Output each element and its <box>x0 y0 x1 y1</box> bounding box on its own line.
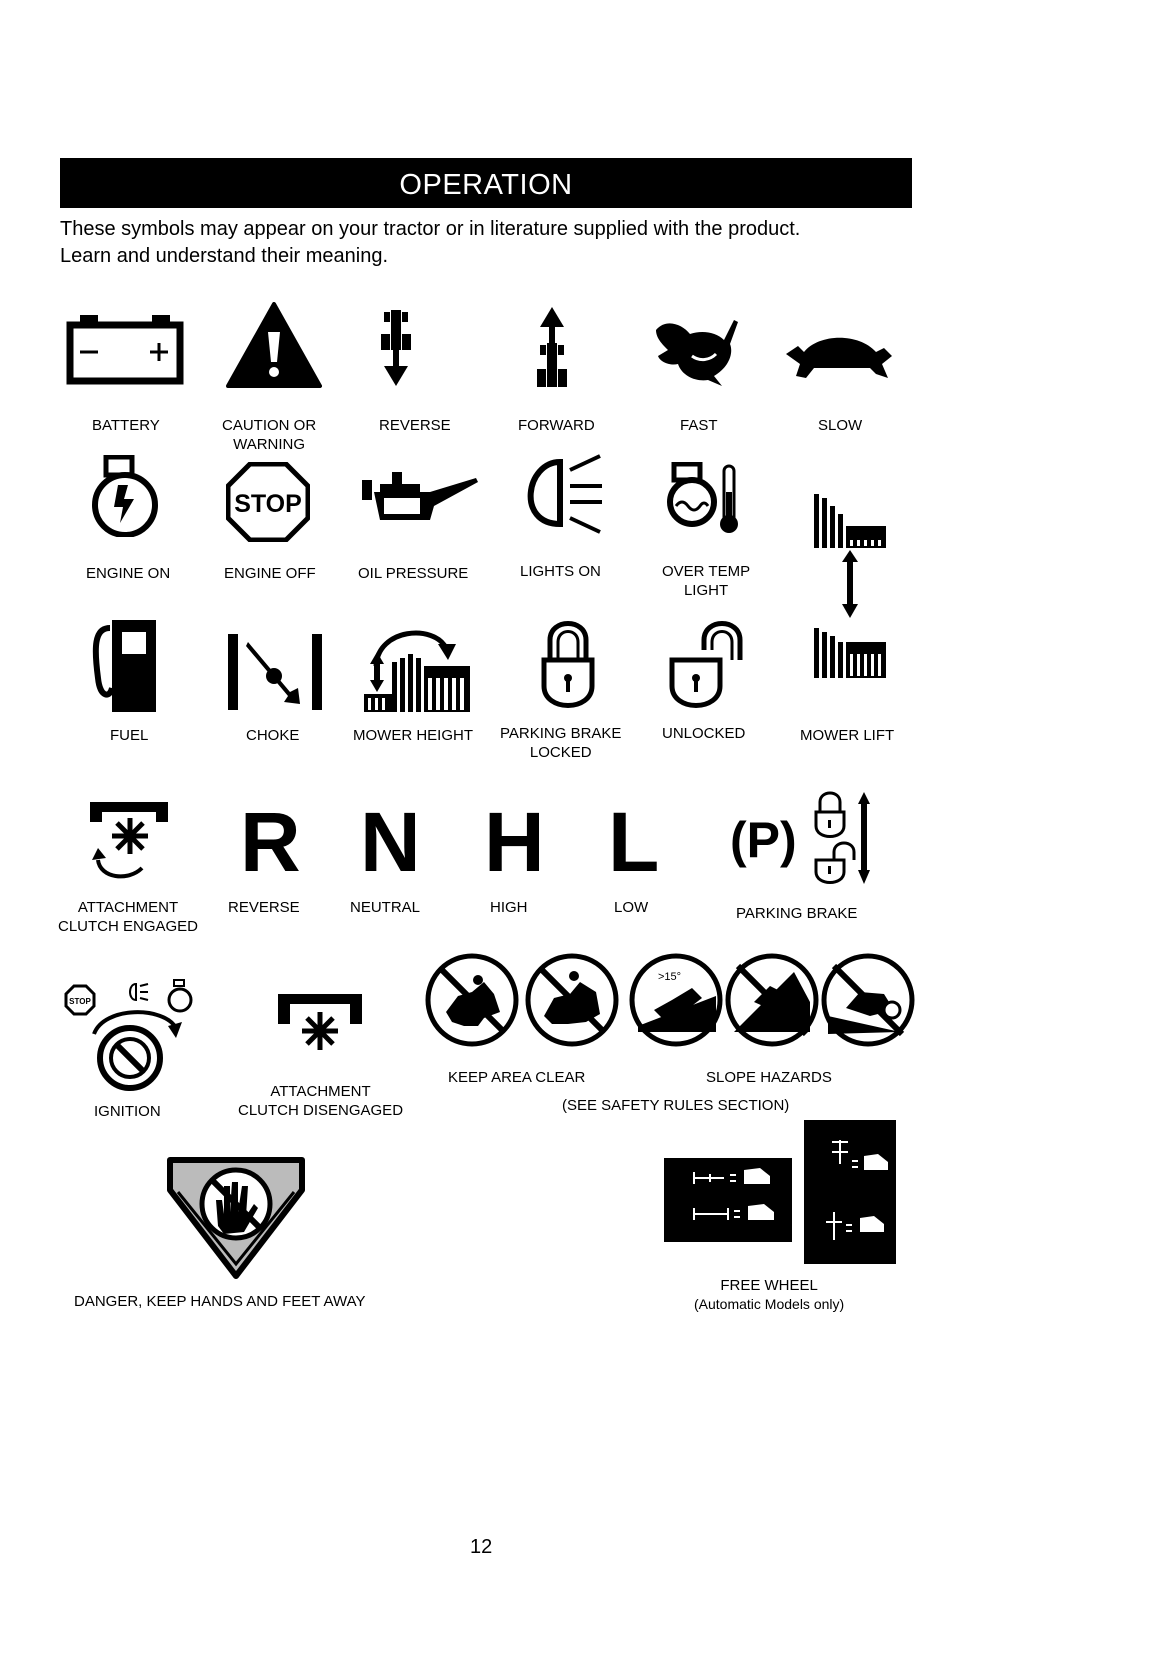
slope-hazards-icon <box>628 952 918 1048</box>
forward-arrow-icon <box>535 305 569 389</box>
over-temp-label <box>662 562 750 600</box>
parking-p-symbol: (P) <box>730 812 797 868</box>
intro-text <box>60 216 960 270</box>
engine-on-label: ENGINE ON <box>86 565 171 582</box>
danger-label: DANGER, KEEP HANDS AND FEET AWAY <box>74 1293 366 1310</box>
slope-degree-text: >15° <box>658 971 682 983</box>
engine-off-label: ENGINE OFF <box>224 565 316 582</box>
fuel-pump-icon <box>92 618 158 714</box>
lights-on-icon <box>512 448 604 538</box>
ignition-label: IGNITION <box>94 1103 161 1120</box>
low-label: LOW <box>614 899 649 916</box>
keep-area-clear-icon <box>424 952 620 1048</box>
att-dis-line-2: CLUTCH DISENGAGED <box>238 1102 404 1119</box>
caution-label-line-1: CAUTION OR <box>222 417 317 434</box>
mower-lift-icon <box>812 492 888 697</box>
attachment-engaged-label <box>58 898 198 936</box>
oil-can-icon <box>360 470 480 532</box>
pb-locked-line-2: LOCKED <box>529 744 592 761</box>
reverse-label: REVERSE <box>379 417 451 434</box>
gear-low-letter: L <box>608 795 660 889</box>
over-temp-icon <box>664 462 744 534</box>
gear-reverse-letter: R <box>240 795 301 889</box>
over-temp-label-line-1: OVER TEMP <box>662 563 751 580</box>
forward-label: FORWARD <box>518 417 595 434</box>
slow-label: SLOW <box>818 417 863 434</box>
fast-label: FAST <box>680 417 718 434</box>
ignition-switch-icon <box>64 978 204 1096</box>
attachment-disengaged-icon <box>272 990 368 1056</box>
mower-height-icon <box>362 622 472 714</box>
att-engaged-line-2: CLUTCH ENGAGED <box>58 918 199 935</box>
att-dis-line-1: ATTACHMENT <box>270 1083 371 1100</box>
caution-label-line-2: WARNING <box>233 436 306 453</box>
free-wheel-icon <box>664 1120 900 1264</box>
see-safety-label: (SEE SAFETY RULES SECTION) <box>562 1097 790 1114</box>
stop-sign-text: STOP <box>234 490 302 518</box>
mower-height-label: MOWER HEIGHT <box>353 727 473 744</box>
attachment-disengaged-label <box>238 1082 403 1120</box>
padlock-unlocked-icon <box>668 620 750 710</box>
rabbit-fast-icon <box>652 310 742 388</box>
att-engaged-line-1: ATTACHMENT <box>77 899 179 916</box>
lights-on-label: LIGHTS ON <box>520 563 601 580</box>
page-number: 12 <box>470 1536 493 1558</box>
slope-hazards-label: SLOPE HAZARDS <box>706 1069 832 1086</box>
reverse-arrow-icon <box>379 310 413 388</box>
pb-locked-line-1: PARKING BRAKE <box>500 725 622 742</box>
unlocked-label: UNLOCKED <box>662 725 746 742</box>
gear-reverse-label: REVERSE <box>228 899 300 916</box>
free-wheel-line-1: FREE WHEEL <box>720 1277 818 1294</box>
mower-lift-label: MOWER LIFT <box>800 727 895 744</box>
danger-hands-feet-icon <box>160 1156 312 1280</box>
high-label: HIGH <box>490 899 528 916</box>
turtle-slow-icon <box>784 328 894 384</box>
over-temp-label-line-2: LIGHT <box>683 582 729 599</box>
free-wheel-line-2: (Automatic Models only) <box>694 1296 845 1312</box>
intro-line-1: These symbols may appear on your tractor or in literature supplied with the product. <box>60 218 801 240</box>
keep-area-clear-label: KEEP AREA CLEAR <box>448 1069 586 1086</box>
parking-brake-locked-label <box>500 724 621 762</box>
choke-icon <box>226 632 324 712</box>
parking-brake-lock-icon <box>814 790 874 886</box>
gear-high-letter: H <box>484 795 545 889</box>
intro-line-2: Learn and understand their meaning. <box>60 245 389 267</box>
parking-brake-label: PARKING BRAKE <box>736 905 858 922</box>
engine-on-icon <box>88 455 162 537</box>
fuel-label: FUEL <box>110 727 149 744</box>
choke-label: CHOKE <box>246 727 300 744</box>
padlock-locked-icon <box>540 620 596 710</box>
attachment-engaged-icon <box>84 798 180 884</box>
caution-label <box>222 416 316 454</box>
engine-off-stop-icon <box>226 462 310 542</box>
section-title: OPERATION <box>60 158 912 208</box>
gear-neutral-letter: N <box>360 795 421 889</box>
battery-icon <box>66 315 184 385</box>
caution-warning-icon <box>226 302 322 388</box>
free-wheel-label <box>694 1276 844 1314</box>
ignition-stop-text: STOP <box>69 997 91 1006</box>
neutral-label: NEUTRAL <box>350 899 421 916</box>
battery-label: BATTERY <box>92 417 160 434</box>
oil-pressure-label: OIL PRESSURE <box>358 565 469 582</box>
